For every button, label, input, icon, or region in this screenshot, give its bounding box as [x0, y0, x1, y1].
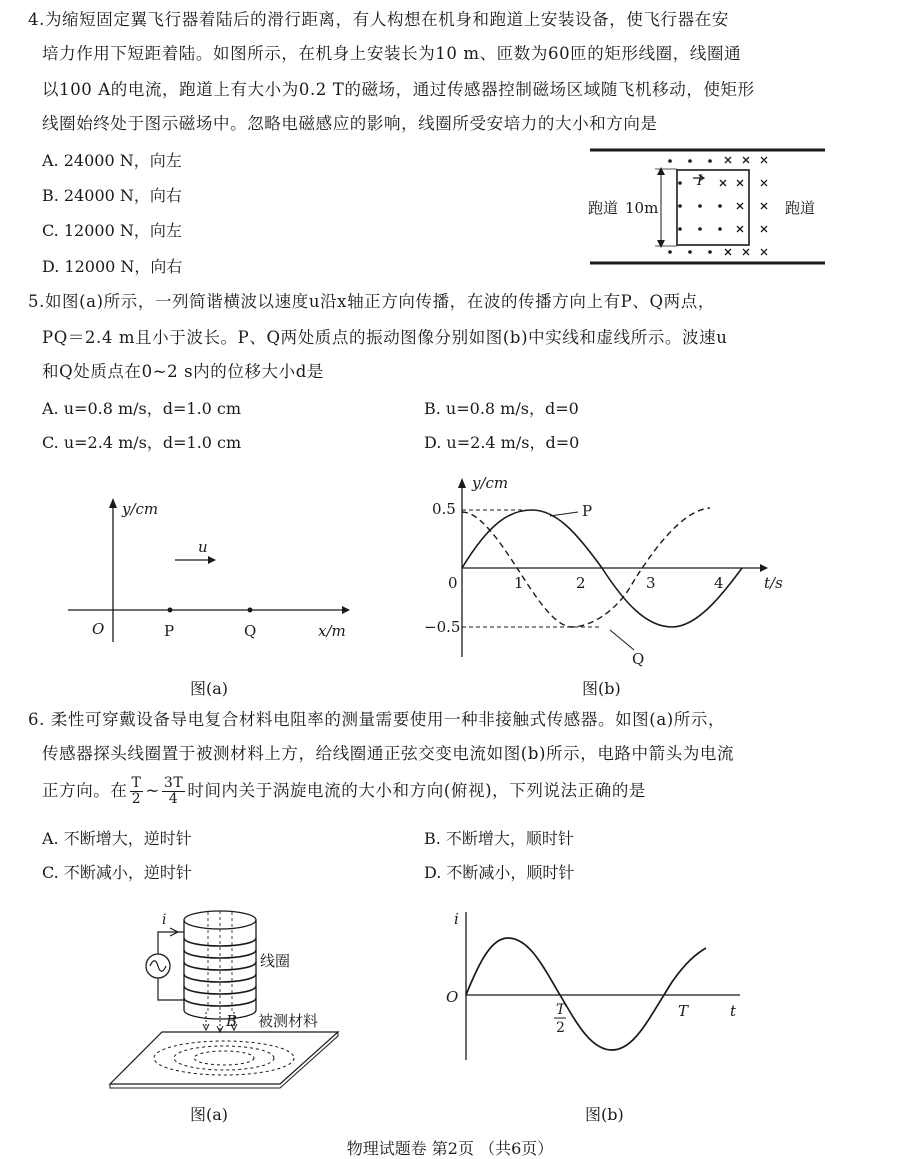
runway-left-label: 跑道	[588, 199, 619, 217]
q6-figure-b	[440, 910, 760, 1070]
q5-figure-a	[60, 492, 360, 652]
q6-option-a: A. 不断增大，逆时针	[42, 829, 192, 848]
fraction-t-over-2: $\frac{T}{2}$	[131, 775, 142, 807]
fig-a-origin: O	[92, 620, 105, 638]
fig-a-y-label: y/cm	[122, 500, 159, 518]
q5-figure-b	[420, 472, 800, 672]
velocity-label: u	[198, 538, 208, 556]
point-q	[248, 608, 253, 613]
q5-line-3: 和Q处质点在0~2 s内的位移大小d是	[42, 362, 325, 381]
fig-a-q-label: Q	[244, 622, 257, 640]
fig-b-tick-y-0: 0.5	[432, 500, 456, 518]
fig-a-p-label: P	[164, 622, 175, 640]
half-period-den: 2	[556, 1020, 565, 1036]
q4-option-b: B. 24000 N，向右	[42, 186, 182, 205]
current-i-label: i	[162, 912, 167, 928]
fraction-3t-over-4: $\frac{3T}{4}$	[163, 775, 184, 807]
fig-b-tick-x-4: 4	[714, 574, 724, 592]
sine-current-curve	[466, 938, 706, 1050]
q4-option-a: A. 24000 N，向左	[42, 151, 182, 170]
point-p	[168, 608, 173, 613]
q5-option-c: C. u=2.4 m/s，d=1.0 cm	[42, 433, 242, 452]
q5-line-2: PQ＝2.4 m且小于波长。P、Q两处质点的振动图像分别如图(b)中实线和虚线所示。波速u	[42, 328, 728, 347]
fig-b2-x-label: t	[730, 1002, 737, 1020]
fig-a-x-label: x/m	[318, 622, 346, 640]
q6-option-b: B. 不断增大，顺时针	[424, 829, 574, 848]
q5-line-1: 5.如图(a)所示，一列简谐横波以速度u沿x轴正方向传播，在波的传播方向上有P、Q两点，	[28, 292, 715, 311]
q5-option-b: B. u=0.8 m/s，d=0	[424, 399, 579, 418]
fig-b-tick-x-2: 2	[576, 574, 586, 592]
runway-right-label: 跑道	[785, 199, 816, 217]
page-footer: 物理试题卷 第2页 （共6页）	[346, 1139, 554, 1158]
fig-b-origin: 0	[448, 574, 458, 592]
q4-line-3: 以100 A的电流，跑道上有大小为0.2 T的磁场，通过传感器控制磁场区域随飞机移动，使矩形	[42, 80, 755, 99]
eddy-current-loops	[154, 1041, 294, 1075]
q6-line-2: 传感器探头线圈置于被测材料上方，给线圈通正弦交变电流如图(b)所示，电路中箭头为电流	[42, 744, 735, 763]
fig-b2-origin: O	[446, 988, 459, 1006]
fig-b-tick-x-1: 1	[514, 574, 524, 592]
fig-b-y-label: y/cm	[472, 474, 509, 492]
half-period-num: T	[556, 1002, 566, 1018]
fig-b2-y-label: i	[454, 910, 459, 928]
fig-b-x-label: t/s	[764, 574, 783, 592]
q6-line-3: 正方向。在 $\frac{T}{2}$ ~ $\frac{3T}{4}$ 时间内关于涡旋电流的大小和方向(俯视)，下列说法正确的是	[42, 775, 647, 807]
q4-line-1: 4.为缩短固定翼飞行器着陆后的滑行距离，有人构想在机身和跑道上安装设备，使飞行器在安	[28, 10, 729, 29]
current-label: I	[697, 173, 703, 189]
q6-fig-b-caption: 图(b)	[585, 1105, 624, 1124]
q6-fig-a-caption: 图(a)	[190, 1105, 229, 1124]
q4-line-4: 线圈始终处于图示磁场中。忽略电磁感应的影响，线圈所受安培力的大小和方向是	[42, 114, 658, 133]
q6-option-d: D. 不断减小，顺时针	[424, 863, 575, 882]
fig-b-q-label: Q	[632, 650, 645, 668]
fig-b-tick-y-1: −0.5	[424, 618, 461, 636]
q6-line-1: 6. 柔性可穿戴设备导电复合材料电阻率的测量需要使用一种非接触式传感器。如图(a)所示，	[28, 710, 726, 729]
q4-line-2: 培力作用下短距着陆。如图所示，在机身上安装长为10 m、匝数为60匝的矩形线圈，线圈通	[42, 44, 742, 63]
q4-runway-figure	[585, 145, 830, 270]
q5-option-a: A. u=0.8 m/s，d=1.0 cm	[42, 399, 242, 418]
q5-fig-a-caption: 图(a)	[190, 679, 229, 698]
coil-label: 线圈	[260, 952, 291, 970]
q5-fig-b-caption: 图(b)	[582, 679, 621, 698]
fig-b-p-label: P	[582, 502, 593, 520]
q6-option-c: C. 不断减小，逆时针	[42, 863, 192, 882]
field-b-label: B	[226, 1012, 238, 1030]
q6-figure-a	[120, 902, 360, 1092]
coil-length-label: 10m	[625, 199, 659, 217]
q4-option-d: D. 12000 N，向右	[42, 257, 183, 276]
q4-option-c: C. 12000 N，向左	[42, 221, 182, 240]
material-label: 被测材料	[258, 1012, 319, 1030]
fig-b-tick-x-3: 3	[646, 574, 656, 592]
q5-option-d: D. u=2.4 m/s，d=0	[424, 433, 580, 452]
magnetic-field-crosses	[720, 157, 767, 255]
period-label: T	[678, 1002, 689, 1020]
